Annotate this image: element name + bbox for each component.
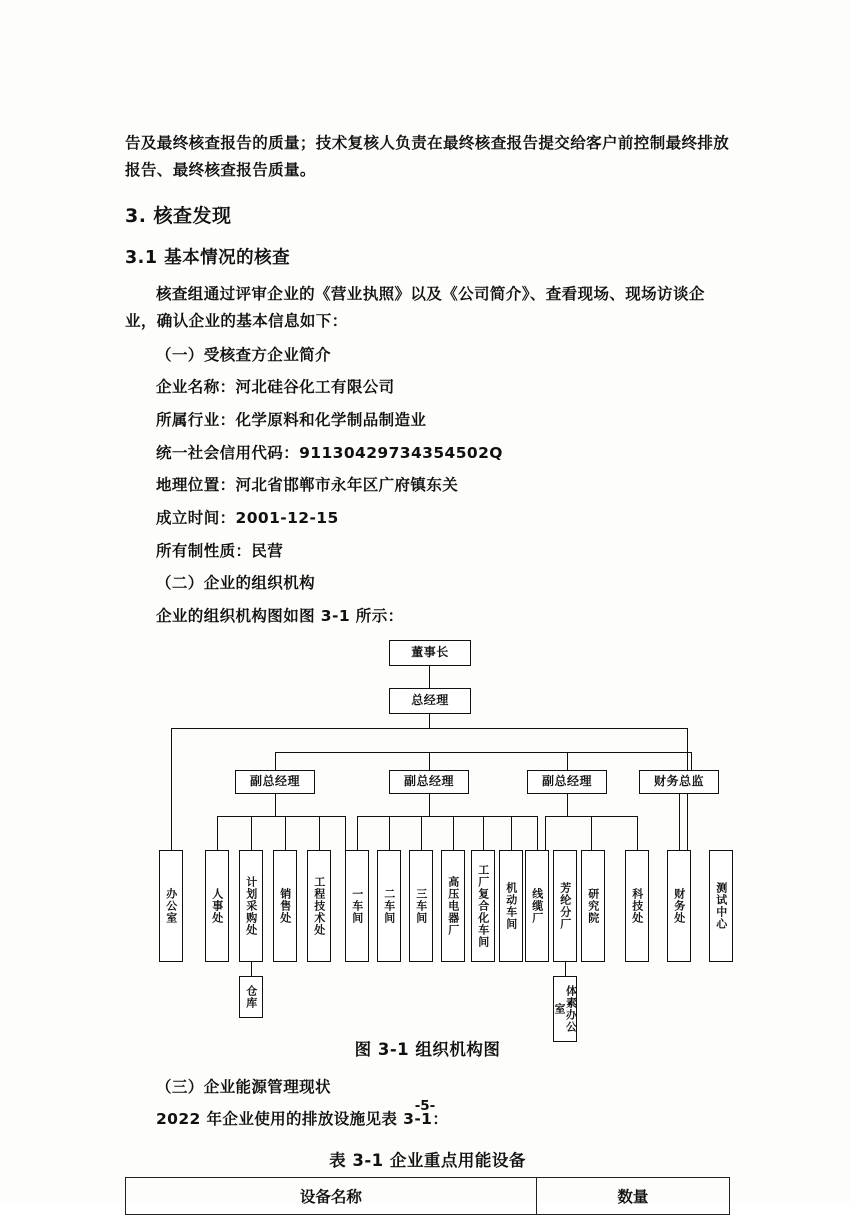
- org-node-hr: 人事处: [205, 850, 229, 962]
- connector: [357, 816, 358, 850]
- org-node-general-manager: 总经理: [389, 688, 471, 714]
- page-content: [125, 130, 730, 1215]
- connector-spine-deputies: [275, 752, 691, 753]
- org-node-sales: 销售处: [273, 850, 297, 962]
- equipment-table: [125, 1177, 730, 1215]
- connector: [251, 816, 252, 850]
- org-node-aramid-branch: 芳纶分厂: [553, 850, 577, 962]
- connector: [511, 816, 512, 850]
- connector: [537, 816, 538, 850]
- info-value: 91130429734354502Q: [299, 443, 503, 462]
- info-value: 化学原料和化学制品制造业: [235, 410, 427, 429]
- info-label: 成立时间：: [156, 508, 236, 527]
- connector: [679, 794, 680, 850]
- org-node-cable-plant: 线缆厂: [525, 850, 549, 962]
- connector: [637, 816, 638, 850]
- info-value: 河北省邯郸市永年区广府镇东关: [235, 476, 459, 495]
- info-row-industry: [125, 407, 730, 434]
- info-value: 民营: [251, 541, 284, 560]
- connector: [319, 816, 320, 850]
- subheading-org-structure: （二）企业的组织机构: [156, 574, 316, 593]
- connector: [389, 816, 390, 850]
- connector: [421, 816, 422, 850]
- paragraph-verification-intro: 核查组通过评审企业的《营业执照》以及《公司简介》、查看现场、现场访谈企业，确认企业的基本信息如下：: [125, 285, 705, 330]
- table-header-row: [126, 1177, 730, 1214]
- org-node-workshop-1: 一车间: [345, 850, 369, 962]
- info-row-company-name: [125, 374, 730, 401]
- org-node-finance-dept: 财务处: [667, 850, 691, 962]
- page-number: -5-: [414, 1098, 436, 1114]
- info-label: 所属行业：: [156, 410, 236, 429]
- org-node-workshop-3: 三车间: [409, 850, 433, 962]
- info-label: 所有制性质：: [156, 541, 252, 560]
- org-node-machinery-workshop: 机动车间: [499, 850, 523, 962]
- info-row-location: [125, 472, 730, 499]
- org-node-deputy-manager-2: 副总经理: [389, 770, 469, 794]
- info-row-credit-code: [125, 440, 730, 467]
- connector: [345, 816, 346, 850]
- subheading-energy-management: （三）企业能源管理现状: [156, 1077, 331, 1096]
- paragraph-org-intro: 企业的组织机构图如图 3-1 所示：: [156, 606, 404, 625]
- org-chart: [125, 636, 730, 1033]
- connector: [171, 728, 172, 850]
- connector: [285, 816, 286, 850]
- connector: [275, 752, 276, 770]
- figure-caption: 图 3-1 组织机构图: [354, 1039, 501, 1059]
- table-header-equipment-name: 设备名称: [126, 1177, 537, 1214]
- connector: [429, 666, 430, 688]
- connector: [567, 752, 568, 770]
- connector-spine-deputy-1: [217, 816, 345, 817]
- subheading-company-profile: （一）受核查方企业简介: [156, 345, 331, 364]
- info-value: 河北硅谷化工有限公司: [235, 378, 395, 397]
- org-node-research-institute: 研究院: [581, 850, 605, 962]
- org-node-science-tech-dept: 科技处: [625, 850, 649, 962]
- info-label: 企业名称：: [156, 378, 236, 397]
- heading-section-3-1: 3.1 基本情况的核查: [125, 248, 291, 269]
- org-node-support-office: 体素办公室: [553, 976, 577, 1042]
- connector: [453, 816, 454, 850]
- carryover-paragraph: 告及最终核查报告的质量；技术复核人负责在最终核查报告提交给客户前控制最终排放报告、最终核查报告质量。: [125, 134, 730, 179]
- paragraph-table-intro: 2022 年企业使用的排放设施见表 3-1：: [156, 1110, 449, 1129]
- info-row-ownership: [125, 538, 730, 565]
- table-caption: 表 3-1 企业重点用能设备: [329, 1150, 526, 1170]
- connector: [251, 962, 252, 976]
- org-node-deputy-manager-3: 副总经理: [527, 770, 607, 794]
- connector: [429, 752, 430, 770]
- org-node-deputy-manager-1: 副总经理: [235, 770, 315, 794]
- connector: [429, 794, 430, 816]
- org-node-planning-purchasing: 计划采购处: [239, 850, 263, 962]
- info-label: 地理位置：: [156, 476, 236, 495]
- org-node-engineering-tech: 工程技术处: [307, 850, 331, 962]
- connector: [429, 714, 430, 728]
- info-value: 2001-12-15: [235, 508, 339, 527]
- info-label: 统一社会信用代码：: [156, 443, 300, 462]
- org-node-finance-director: 财务总监: [639, 770, 719, 794]
- org-node-high-voltage-plant: 高压电器厂: [441, 850, 465, 962]
- heading-section-3: 3. 核查发现: [125, 205, 232, 228]
- connector: [545, 816, 546, 850]
- org-node-warehouse: 仓库: [239, 976, 263, 1018]
- org-node-workshop-2: 二车间: [377, 850, 401, 962]
- connector-spine-main: [171, 728, 687, 729]
- connector-spine-deputy-2: [357, 816, 537, 817]
- connector: [567, 794, 568, 816]
- table-header-quantity: 数量: [536, 1177, 729, 1214]
- connector: [691, 752, 692, 770]
- connector: [275, 794, 276, 816]
- connector: [565, 962, 566, 976]
- org-node-testing-center: 测试中心: [709, 850, 733, 962]
- connector: [217, 816, 218, 850]
- connector: [483, 816, 484, 850]
- connector: [591, 816, 592, 850]
- info-row-founded: [125, 505, 730, 532]
- org-node-composite-workshop: 工厂复合化车间: [471, 850, 495, 962]
- org-node-office: 办公室: [159, 850, 183, 962]
- org-node-chairman: 董事长: [389, 640, 471, 666]
